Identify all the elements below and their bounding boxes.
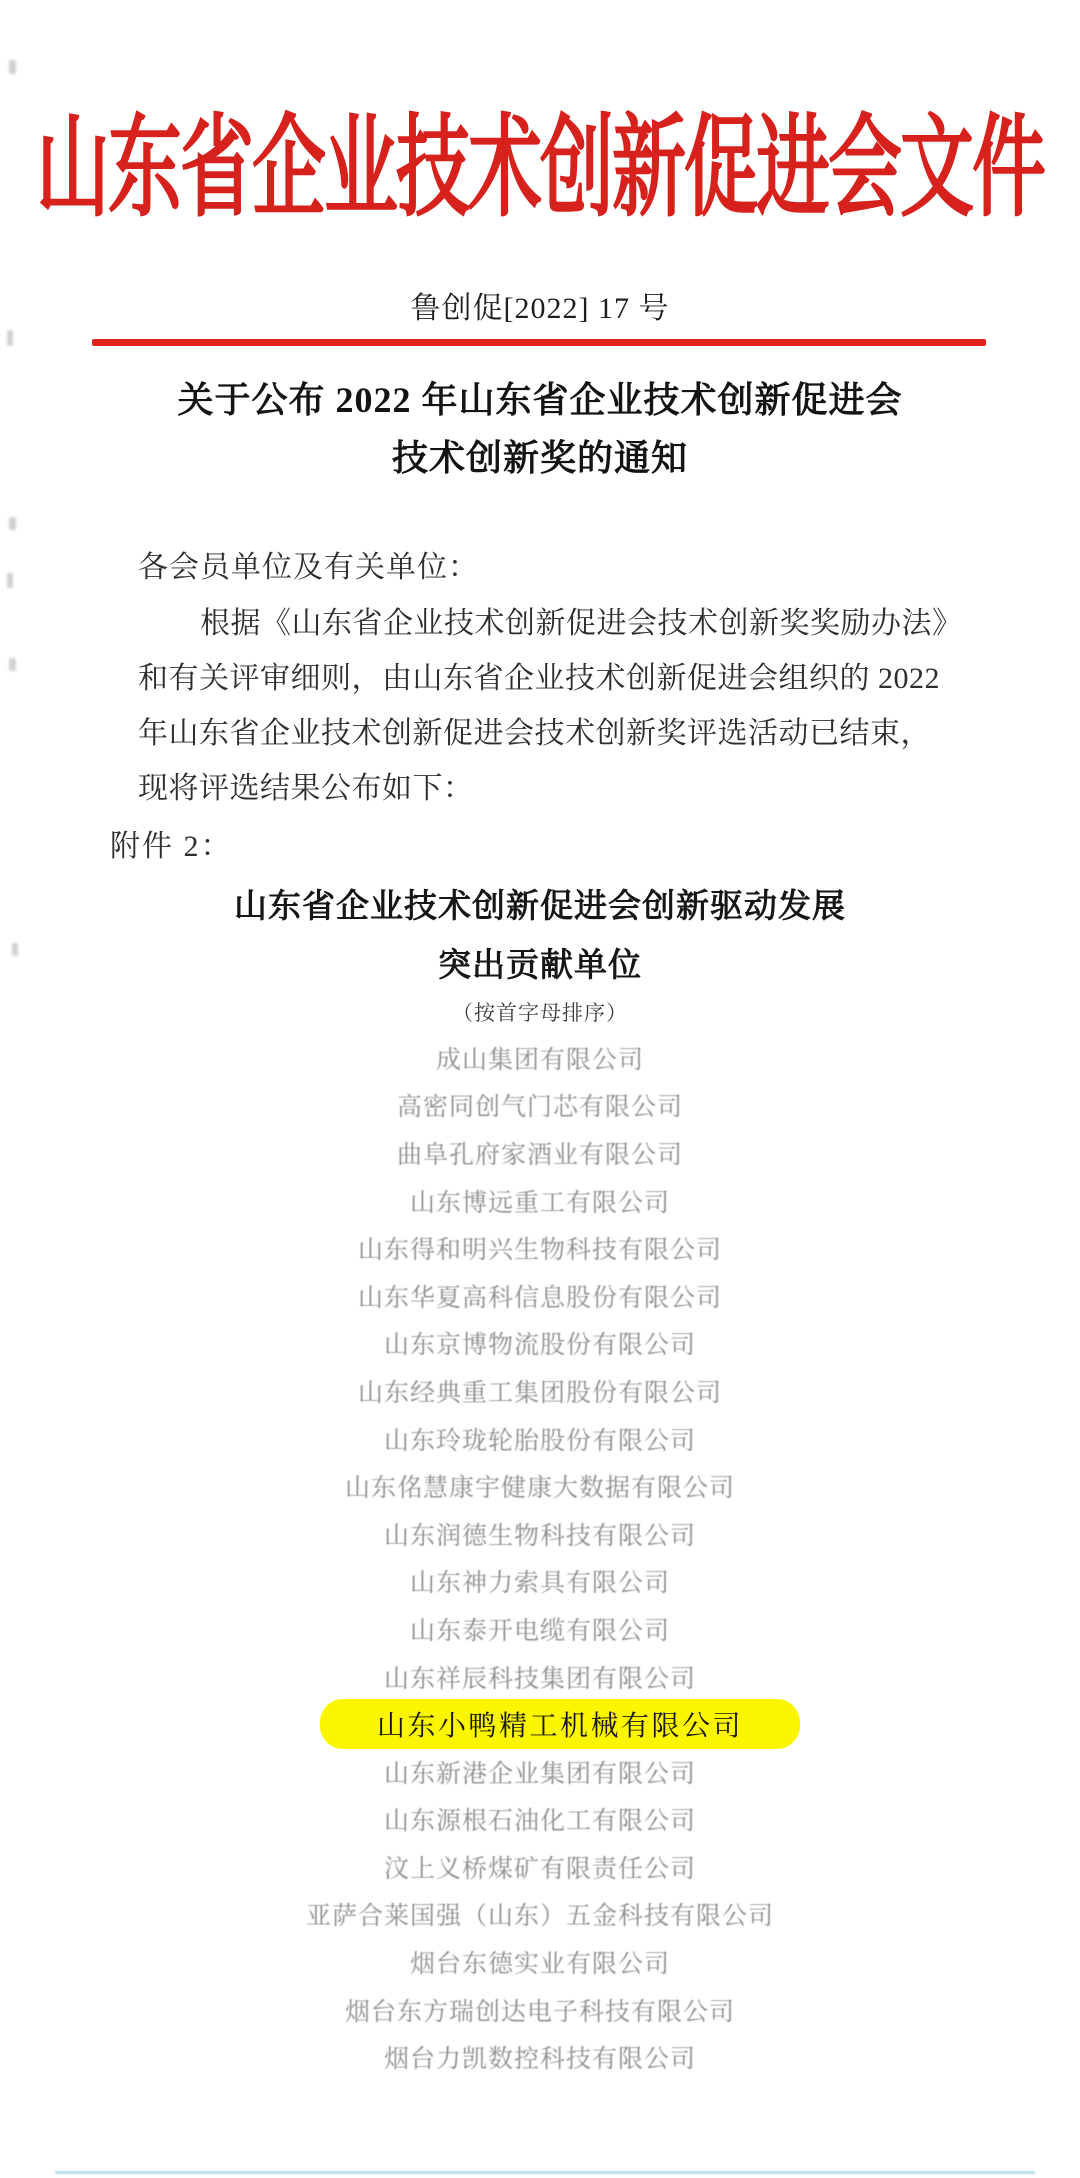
- list-item: 曲阜孔府家酒业有限公司: [396, 1141, 683, 1169]
- scan-artifact: [9, 60, 16, 74]
- scan-edge-line: [55, 2171, 1035, 2174]
- company-list: [0, 1034, 1080, 2081]
- list-item: 成山集团有限公司: [435, 1046, 644, 1074]
- list-item: 山东新港企业集团有限公司: [383, 1760, 696, 1788]
- list-item: 烟台力凯数控科技有限公司: [383, 2046, 696, 2074]
- body-line: 和有关评审细则，由山东省企业技术创新促进会组织的 2022: [138, 662, 940, 695]
- list-item: 山东京博物流股份有限公司: [383, 1332, 696, 1360]
- list-item: 山东得和明兴生物科技有限公司: [357, 1237, 722, 1265]
- list-item: 山东博远重工有限公司: [409, 1189, 670, 1217]
- list-item: 高密同创气门芯有限公司: [396, 1094, 683, 1122]
- notice-title-line2: 技术创新奖的通知: [391, 438, 688, 478]
- notice-title-line1: 关于公布 2022 年山东省企业技术创新促进会: [177, 380, 903, 420]
- list-item: 烟台东方瑞创达电子科技有限公司: [344, 1998, 735, 2026]
- attachment-label: 附件 2：: [110, 830, 233, 863]
- list-item: 烟台东德实业有限公司: [409, 1951, 670, 1979]
- body-line: 根据《山东省企业技术创新促进会技术创新奖奖励办法》: [200, 607, 963, 640]
- list-item: 山东佲慧康宇健康大数据有限公司: [344, 1475, 735, 1503]
- document-number: 鲁创促[2022] 17 号: [410, 292, 670, 325]
- list-item: 山东经典重工集团股份有限公司: [357, 1379, 722, 1407]
- salutation: 各会员单位及有关单位：: [138, 551, 479, 584]
- attachment-title-line1: 山东省企业技术创新促进会创新驱动发展: [234, 889, 846, 925]
- red-divider-line: [92, 339, 986, 346]
- notice-title: [0, 371, 1080, 487]
- scan-artifact: [9, 517, 16, 530]
- list-item: 山东神力索具有限公司: [409, 1570, 670, 1598]
- list-item: [0, 1700, 1080, 1748]
- list-item: 山东玲珑轮胎股份有限公司: [383, 1427, 696, 1455]
- notice-body: [138, 596, 963, 816]
- list-item: 山东润德生物科技有限公司: [383, 1522, 696, 1550]
- body-line: 年山东省企业技术创新促进会技术创新奖评选活动已结束，: [138, 717, 931, 750]
- list-item: 山东源根石油化工有限公司: [383, 1808, 696, 1836]
- highlighted-company: 山东小鸭精工机械有限公司: [320, 1699, 800, 1749]
- letterhead-title: 山东省企业技术创新促进会文件: [36, 108, 1044, 231]
- sort-order-note: （按首字母排序）: [452, 1001, 628, 1025]
- list-item: 亚萨合莱国强（山东）五金科技有限公司: [305, 1903, 774, 1931]
- attachment-title: [0, 878, 1080, 996]
- body-line: 现将评选结果公布如下：: [138, 772, 474, 805]
- attachment-title-line2: 突出贡献单位: [438, 948, 642, 984]
- list-item: 山东华夏高科信息股份有限公司: [357, 1284, 722, 1312]
- list-item: 山东泰开电缆有限公司: [409, 1617, 670, 1645]
- scan-artifact: [7, 573, 13, 588]
- scan-artifact: [7, 330, 13, 346]
- list-item: 山东祥辰科技集团有限公司: [383, 1665, 696, 1693]
- scan-artifact: [9, 658, 16, 671]
- list-item: 汶上义桥煤矿有限责任公司: [383, 1855, 696, 1883]
